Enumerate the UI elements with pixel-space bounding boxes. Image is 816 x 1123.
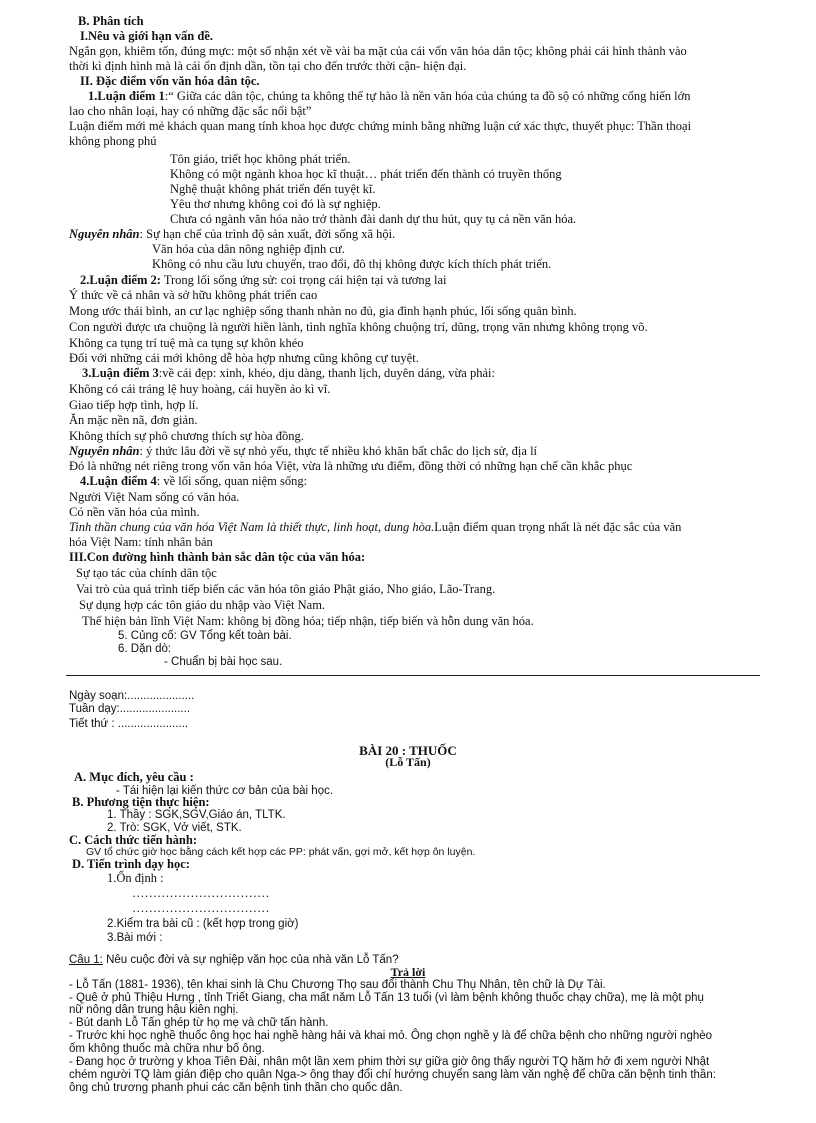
question-1-text: Nêu cuộc đời và sự nghiệp văn học của nhà văn Lỗ Tấn?	[102, 954, 399, 966]
luan-diem-2-line: Ý thức về cá nhân và sở hữu không phát triển cao	[69, 288, 318, 302]
tinh-than-chung-paragraph	[69, 520, 766, 534]
cung-co: 5. Củng cố: GV Tổng kết toàn bài.	[118, 630, 292, 642]
luan-diem-2	[80, 273, 447, 287]
section-3-line: Vai trò của quá trình tiếp biến các văn hóa tôn giáo Phật giáo, Nho giáo, Lão-Trang.	[76, 582, 496, 596]
luan-diem-1-text: :“ Giữa các dân tộc, chúng ta không thể tự hào là nền văn hóa của chúng ta đồ sộ có những cống hiến lớn	[164, 89, 691, 103]
question-1-label: Câu 1:	[69, 954, 103, 966]
luan-diem-2-line: Không ca tụng trí tuệ mà ca tụng sự khôn khéo	[69, 336, 304, 350]
section-2-title: II. Đặc điểm vốn văn hóa dân tộc.	[80, 74, 260, 88]
luan-diem-1-item: Tôn giáo, triết học không phát triển.	[170, 152, 351, 166]
answer-line: chém người TQ làm gián điệp cho quân Nga-> ông thay đổi chí hướng chuyển sang làm văn nghệ để chữa căn bệnh tinh thần:	[69, 1069, 716, 1081]
ngay-soan: Ngày soạn:.....................	[69, 690, 195, 702]
section-divider	[66, 675, 760, 676]
section-3-line: Thể hiện bản lĩnh Việt Nam: không bị đồng hóa; tiếp nhận, tiếp biến và hỗn dung văn hóa.	[82, 614, 534, 628]
answer-line: nữ nông dân trung hậu kiên nghị.	[69, 1004, 239, 1016]
luan-diem-4	[80, 474, 307, 488]
tuan-day: Tuần dạy:......................	[69, 703, 191, 715]
luan-diem-3-line: Không thích sự phô chương thích sự hòa đồng.	[69, 429, 304, 443]
nguyen-nhan-1-line2: Văn hóa của dân nông nghiệp định cư.	[152, 242, 345, 256]
luan-diem-1-item: Nghệ thuật không phát triển đến tuyệt kĩ.	[170, 182, 376, 196]
nguyen-nhan-2-line2: Đó là những nét riêng trong vốn văn hóa Việt, vừa là những ưu điểm, đồng thời có những hạn chế cần khắc phục	[69, 459, 633, 473]
section-3-title: III.Con đường hình thành bản sắc dân tộc của văn hóa:	[69, 550, 366, 564]
answer-line: - Quê ở phủ Thiệu Hưng , tỉnh Triết Giang, cha mất năm Lỗ Tấn 13 tuổi (vì làm bệnh không thuốc chạy chữa), mẹ là một phụ	[69, 992, 704, 1004]
nguyen-nhan-2-label: Nguyên nhân	[69, 444, 140, 458]
luan-diem-1-intro-line2: không phong phú	[69, 134, 157, 148]
nguyen-nhan-2	[69, 444, 537, 458]
luan-diem-1-item: Chưa có ngành văn hóa nào trở thành đài danh dự thu hút, quy tụ cả nền văn hóa.	[170, 212, 577, 226]
luan-diem-2-label: 2.Luận điểm 2:	[80, 273, 161, 287]
lesson-author: (Lỗ Tấn)	[385, 755, 431, 769]
on-dinh-dots: ……………………………	[132, 901, 270, 915]
nguyen-nhan-1	[69, 227, 395, 241]
section-1-text-line2: thời kì định hình mà là cái ổn định dần, tồn tại cho đến trước thời cận- hiện đại.	[69, 59, 467, 73]
section-b-title: B. Phương tiện thực hiện:	[72, 795, 210, 809]
section-d-title: D. Tiến trình dạy học:	[72, 857, 190, 871]
answer-line: - Bút danh Lỗ Tấn ghép từ họ mẹ và chữ tấn hành.	[69, 1017, 329, 1029]
luan-diem-1-intro-line1: Luận điểm mới mẻ khách quan mang tính khoa học được chứng minh bằng những luận cứ xác thực, thuyết phục: Thần thoại	[69, 119, 692, 133]
answer-line: - Trước khi học nghề thuốc ông học hai nghề hàng hải và khai mỏ. Ông chọn nghề y là để chữa bệnh cho những người nghèo	[69, 1030, 713, 1042]
luan-diem-2-line: Đối với những cái mới không dễ hòa hợp nhưng cũng không cự tuyệt.	[69, 351, 419, 365]
dan-do-item: - Chuẩn bị bài học sau.	[164, 656, 283, 668]
heading-phan-tich: B. Phân tích	[78, 14, 144, 28]
section-3-line: Sự dụng hợp các tôn giáo du nhập vào Việt Nam.	[79, 598, 326, 612]
section-1-title: I.Nêu và giới hạn vấn đề.	[80, 29, 213, 43]
nguyen-nhan-1-line3: Không có nhu cầu lưu chuyển, trao đổi, đô thị không được kích thích phát triển.	[152, 257, 552, 271]
dan-do: 6. Dặn dò:	[118, 643, 172, 655]
section-c-title: C. Cách thức tiến hành:	[69, 833, 197, 847]
tiet-thu: Tiết thứ : ......................	[69, 718, 189, 730]
luan-diem-2-line: Mong ước thái bình, an cư lạc nghiệp sống thanh nhàn no đủ, gia đình hạnh phúc, lối sống quân bình.	[69, 304, 577, 318]
question-1	[69, 953, 399, 967]
kiem-tra-bai-cu: 2.Kiểm tra bài cũ : (kết hợp trong giờ)	[107, 918, 299, 930]
answer-line: - Đang học ở trường y khoa Tiên Đài, nhân một lần xem phim thời sự giữa giờ ông thấy người TQ hăm hở đi xem người Nhật	[69, 1056, 710, 1068]
luan-diem-3-line: Không có cái tráng lệ huy hoàng, cái huyền ảo kì vĩ.	[69, 382, 331, 396]
luan-diem-3-label: 3.Luận điểm 3	[82, 366, 159, 380]
bai-moi: 3.Bài mới :	[107, 932, 163, 944]
section-a-item: - Tái hiện lại kiến thức cơ bản của bài học.	[116, 785, 334, 797]
section-a-title: A. Mục đích, yêu cầu :	[74, 770, 194, 784]
luan-diem-1-text-line2: lao cho nhân loại, hay có những đặc sắc nổi bật”	[69, 104, 312, 118]
section-3-line: Sự tạo tác của chính dân tộc	[76, 566, 217, 580]
section-b-item: 1. Thầy : SGK,SGV,Giáo án, TLTK.	[107, 809, 286, 821]
answer-line: - Lỗ Tấn (1881- 1936), tên khai sinh là Chu Chương Thọ sau đổi thành Chu Thụ Nhân, tên chữ là Dự Tài.	[69, 979, 606, 991]
luan-diem-2-text: Trong lối sống ứng sử: coi trọng cái hiện tại và tương lai	[160, 273, 447, 287]
section-b-item: 2. Trò: SGK, Vở viết, STK.	[107, 822, 242, 834]
luan-diem-1-item: Không có một ngành khoa học kĩ thuật… phát triển đến thành có truyền thống	[170, 167, 562, 181]
luan-diem-4-text: : về lối sống, quan niệm sống:	[156, 474, 308, 488]
nguyen-nhan-2-text: : ý thức lâu đời về sự nhỏ yếu, thực tế nhiều khó khăn bất chắc do lịch sử, địa lí	[139, 444, 538, 458]
nguyen-nhan-1-text: : Sự hạn chế của trình độ sản xuất, đời sống xã hội.	[139, 227, 396, 241]
answer-line: ông chủ trương phanh phui các căn bệnh tinh thần cho quốc dân.	[69, 1082, 403, 1094]
luan-diem-4-line: Người Việt Nam sống có văn hóa.	[69, 490, 240, 504]
luan-diem-2-line: Con người được ưa chuộng là người hiền lành, tình nghĩa không chuộng trí, dũng, trọng văn nhưng không trọng võ.	[69, 320, 648, 334]
answer-line: ốm không thuốc mà chữa như bố ông.	[69, 1043, 265, 1055]
nguyen-nhan-1-label: Nguyên nhân	[69, 227, 140, 241]
luan-diem-1	[88, 89, 691, 103]
luan-diem-3-line: Ăn mặc nền nã, đơn giản.	[69, 413, 198, 427]
section-1-text-line1: Ngắn gọn, khiêm tốn, đúng mực: một số nhận xét về vài ba mặt của cái vốn văn hóa dân tộc; không phải cái hình thành vào	[69, 44, 687, 58]
tinh-than-chung-rest: Luận điểm quan trọng nhất là nét đặc sắc của văn	[434, 520, 682, 534]
luan-diem-3-text: :về cái đẹp: xinh, khéo, dịu dàng, thanh lịch, duyên dáng, vừa phải:	[158, 366, 495, 380]
on-dinh: 1.Ổn định :	[107, 871, 164, 885]
tinh-than-chung-italic: Tinh thần chung của văn hóa Việt Nam là thiết thực, linh hoạt, dung hòa.	[69, 520, 435, 534]
luan-diem-4-line: Có nền văn hóa của mình.	[69, 505, 200, 519]
lesson-title: BÀI 20 : THUỐC	[359, 743, 457, 758]
luan-diem-1-item: Yêu thơ nhưng không coi đó là sự nghiệp.	[170, 197, 381, 211]
luan-diem-3	[82, 366, 495, 380]
tinh-than-chung-line2: hóa Việt Nam: tính nhân bản	[69, 535, 213, 549]
luan-diem-1-label: 1.Luận điểm 1	[88, 89, 165, 103]
on-dinh-dots: ……………………………	[132, 886, 270, 900]
luan-diem-3-line: Giao tiếp hợp tình, hợp lí.	[69, 398, 199, 412]
luan-diem-4-label: 4.Luận điểm 4	[80, 474, 157, 488]
answer-label: Trả lời	[390, 965, 426, 979]
section-c-item: GV tổ chức giờ học bằng cách kết hợp các PP: phát vấn, gợi mở, kết hợp ôn luyện.	[86, 846, 476, 858]
